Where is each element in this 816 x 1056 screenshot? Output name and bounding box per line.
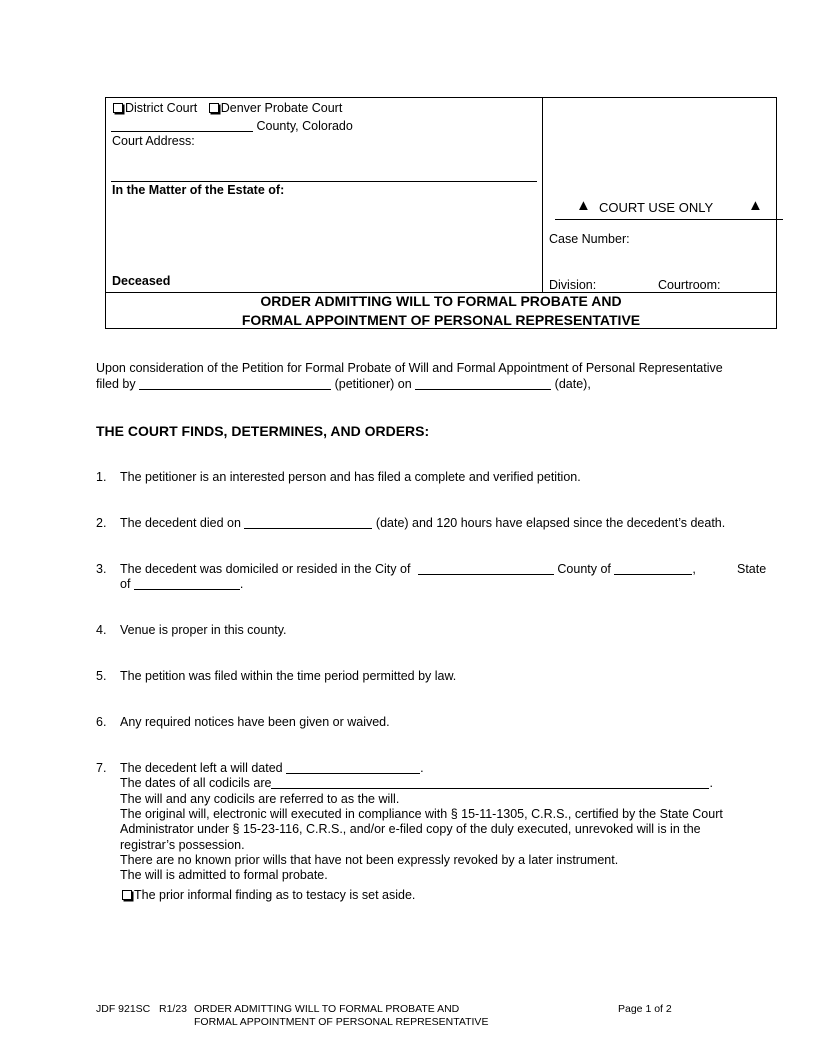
will-date-blank[interactable]: [286, 761, 420, 774]
finding-2: [120, 516, 725, 530]
court-use-rule: [555, 219, 783, 220]
court-use-only: COURT USE ONLY: [599, 200, 714, 215]
estate-rule: [111, 181, 537, 182]
court-address-label: Court Address:: [112, 134, 195, 148]
finding-3-line2: of .: [120, 577, 244, 591]
codicils-text: The dates of all codicils are: [120, 776, 272, 790]
finding-7-line-e: Administrator under § 15-23-116, C.R.S., and/or e-filed copy of the duly executed, unrevoked will is in the: [120, 822, 701, 836]
finding-7-line-c: The will and any codicils are referred to as the will.: [120, 792, 400, 806]
footer-title-line2: FORMAL APPOINTMENT OF PERSONAL REPRESENTATIVE: [194, 1016, 489, 1028]
estate-label: In the Matter of the Estate of:: [112, 183, 285, 197]
finding-5: The petition was filed within the time period permitted by law.: [120, 669, 457, 683]
finding-7-line-f: registrar’s possession.: [120, 838, 245, 852]
county-blank[interactable]: [111, 119, 253, 132]
finding-7-line-b: The dates of all codicils are .: [120, 776, 713, 790]
item-number: 2.: [96, 516, 107, 530]
court-type-row: [113, 101, 342, 115]
finding-7-line-i: [122, 888, 415, 902]
district-court-checkbox[interactable]: [113, 103, 123, 113]
district-court-label: District Court: [125, 101, 198, 115]
finding-7-line-a: The decedent left a will dated .: [120, 761, 424, 775]
petitioner-label: (petitioner) on: [334, 377, 412, 391]
document-title-line2: FORMAL APPOINTMENT OF PERSONAL REPRESENTATIVE: [241, 312, 641, 328]
case-number-label: Case Number:: [549, 232, 630, 246]
finding-3-text-d: of: [120, 577, 131, 591]
intro-line1: Upon consideration of the Petition for Formal Probate of Will and Formal Appointment of Personal Representative: [96, 361, 723, 375]
item-number: 5.: [96, 669, 107, 683]
caption-divider: [542, 97, 543, 292]
document-title-line1: ORDER ADMITTING WILL TO FORMAL PROBATE AND: [260, 293, 622, 309]
denver-probate-checkbox[interactable]: [209, 103, 219, 113]
county-row: [111, 119, 353, 133]
item-number: 6.: [96, 715, 107, 729]
finding-3-text-b: County of: [557, 562, 611, 576]
item-number: 1.: [96, 470, 107, 484]
county-of-blank[interactable]: [614, 562, 692, 575]
item-number: 3.: [96, 562, 107, 576]
item-number: 7.: [96, 761, 107, 775]
set-aside-checkbox[interactable]: [122, 890, 132, 900]
county-suffix: County, Colorado: [256, 119, 353, 133]
denver-probate-label: Denver Probate Court: [220, 101, 343, 115]
date-label: (date),: [554, 377, 591, 391]
death-date-blank[interactable]: [244, 516, 372, 529]
finding-7-line-d: The original will, electronic will executed in compliance with § 15-11-1305, C.R.S., certified by the State Court: [120, 807, 723, 821]
finding-1: The petitioner is an interested person and has filed a complete and verified petition.: [120, 470, 581, 484]
finding-2-text-b: (date) and 120 hours have elapsed since the decedent’s death.: [375, 516, 726, 530]
deceased-label: Deceased: [112, 274, 171, 288]
finding-2-text-a: The decedent died on: [120, 516, 241, 530]
finding-7-line-g: There are no known prior wills that have not been expressly revoked by a later instrument.: [120, 853, 619, 867]
set-aside-text: The prior informal finding as to testacy is set aside.: [134, 888, 416, 902]
courtroom-label: Courtroom:: [658, 278, 721, 292]
city-blank[interactable]: [418, 562, 554, 575]
finding-4: Venue is proper in this county.: [120, 623, 287, 637]
filed-by-label: filed by: [96, 377, 136, 391]
finding-7-line-h: The will is admitted to formal probate.: [120, 868, 328, 882]
petitioner-blank[interactable]: [139, 377, 331, 390]
findings-heading: THE COURT FINDS, DETERMINES, AND ORDERS:: [96, 423, 430, 439]
finding-6: Any required notices have been given or waived.: [120, 715, 390, 729]
triangle-up-icon: ▲: [576, 197, 591, 214]
division-label: Division:: [549, 278, 597, 292]
intro-line2: [96, 377, 591, 391]
finding-3-state: State: [737, 562, 767, 576]
finding-3-text-a: The decedent was domiciled or resided in the City of: [120, 562, 411, 576]
footer-form-id: JDF 921SC: [96, 1003, 151, 1015]
item-number: 4.: [96, 623, 107, 637]
petition-date-blank[interactable]: [415, 377, 551, 390]
finding-3: The decedent was domiciled or resided in the City of County of ,: [120, 562, 696, 576]
footer-revision: R1/23: [159, 1003, 188, 1015]
footer-title-line1: ORDER ADMITTING WILL TO FORMAL PROBATE AND: [194, 1003, 460, 1015]
will-dated-text: The decedent left a will dated: [120, 761, 283, 775]
triangle-up-icon: ▲: [748, 197, 763, 214]
codicils-dates-blank[interactable]: [271, 776, 709, 789]
state-blank[interactable]: [134, 577, 240, 590]
footer-page-number: Page 1 of 2: [618, 1003, 672, 1015]
